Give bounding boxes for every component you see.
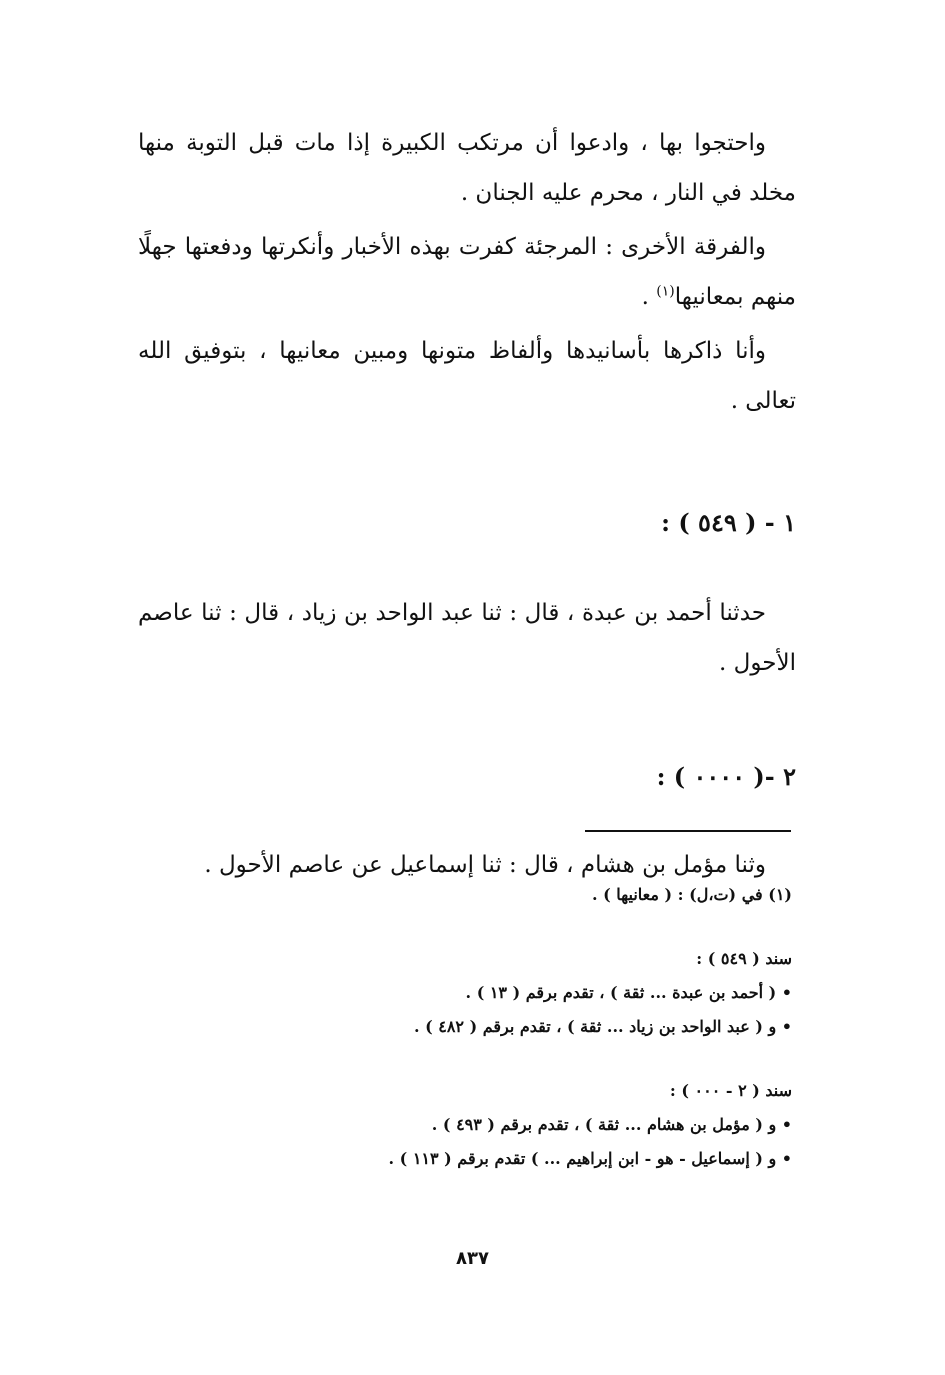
sanad-1-item-2: • و ( عبد الواحد بن زياد ... ثقة ) ، تقدم برقم ( ٤٨٢ ) . <box>413 1017 792 1036</box>
paragraph-3: وأنا ذاكرها بأسانيدها وألفاظ متونها ومبين معانيها ، بتوفيق الله تعالى . <box>138 338 796 414</box>
paragraph-2 <box>138 222 796 322</box>
sanad-2-item-1: • و ( مؤمل بن هشام ... ثقة ) ، تقدم برقم ( ٤٩٣ ) . <box>431 1115 792 1134</box>
footnote-separator <box>585 830 791 832</box>
hadith-text-1: حدثنا أحمد بن عبدة ، قال : ثنا عبد الواحد بن زياد ، قال : ثنا عاصم الأحول . <box>138 600 796 676</box>
page-number: ٨٣٧ <box>456 1248 489 1269</box>
footnote-1: (١) في (ت،ل) : ( معانيها ) . <box>591 885 792 904</box>
hadith-heading-2: ٢ -( ٠٠٠٠ ) : <box>656 762 796 791</box>
sanad-2-title: سند ( ٢ - ٠٠٠ ) : <box>669 1081 792 1100</box>
hadith-text-2: وثنا مؤمل بن هشام ، قال : ثنا إسماعيل عن عاصم الأحول . <box>204 852 766 878</box>
footnote-ref-1[interactable]: (١) <box>656 283 675 300</box>
footnotes <box>138 878 792 1176</box>
sanad-1-title: سند ( ٥٤٩ ) : <box>696 949 792 968</box>
main-text <box>138 118 796 890</box>
sanad-1-item-1: • ( أحمد بن عبدة ... ثقة ) ، تقدم برقم ( ١٣ ) . <box>465 983 792 1002</box>
paragraph-1: واحتجوا بها ، وادعوا أن مرتكب الكبيرة إذا مات قبل التوبة منها مخلد في النار ، محرم عليه الجنان . <box>138 130 796 206</box>
paragraph-2-text: والفرقة الأخرى : المرجئة كفرت بهذه الأخبار وأنكرتها ودفعتها جهلًا منهم بمعانيها <box>138 234 796 310</box>
paragraph-2-end: . <box>641 284 657 310</box>
hadith-heading-1: ١ - ( ٥٤٩ ) : <box>661 508 796 537</box>
sanad-2-item-2: • و ( إسماعيل - هو - ابن إبراهيم ... ) تقدم برقم ( ١١٣ ) . <box>388 1149 792 1168</box>
